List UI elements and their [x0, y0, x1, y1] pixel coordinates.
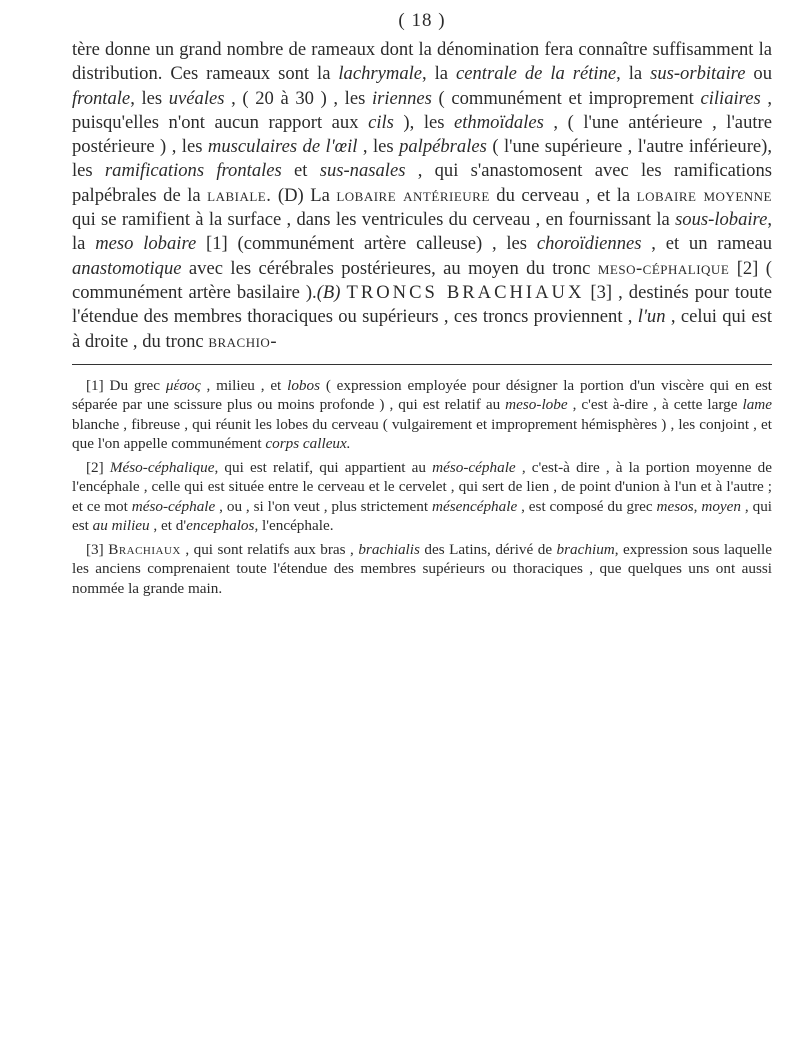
greek-word: μέσος: [165, 376, 201, 394]
term-cils: cils: [368, 111, 394, 133]
text: (D) La: [271, 184, 337, 206]
text: , milieu , et: [200, 376, 288, 394]
footnotes: [72, 376, 772, 599]
text: [1] (communément artère calleuse) , les: [196, 233, 537, 255]
text: , et d': [149, 517, 187, 535]
term-anastomotique: anastomotique: [72, 257, 182, 279]
term-palpebrales: palpébrales: [399, 136, 487, 158]
term-brachium: brachium: [556, 540, 615, 558]
text: [3] , destinés pour toute l'étendue des membres thoraciques ou supérieurs , ces troncs proviennent ,: [72, 281, 772, 328]
term-sus-nasales: sus-nasales: [319, 160, 406, 182]
term-uveales: uvéales: [168, 87, 225, 109]
text: , les: [357, 136, 400, 158]
text: ou: [745, 63, 772, 85]
text: , qui sont relatifs aux bras ,: [180, 540, 359, 558]
text: tère donne un grand nombre de rameaux dont la dénomination fera connaître suffisamment la distribution. Ces rameaux sont la: [72, 39, 772, 85]
term-mesencephale: mésencéphale: [432, 497, 518, 515]
term-brachio: brachio-: [208, 330, 278, 352]
term-musculaires: musculaires de l'œil: [207, 136, 358, 158]
text: , ( l'une antérieure , l'autre postérieure ) , les: [72, 111, 772, 158]
footnote-2: [72, 458, 772, 536]
text: , c'est à-dire , à cette large: [567, 396, 743, 414]
text: , ( 20 à 30 ) , les: [224, 87, 372, 109]
term-iriennes: iriennes: [371, 87, 432, 109]
term-lobos: lobos: [287, 376, 321, 394]
text: , la: [616, 63, 651, 85]
text: blanche , fibreuse , qui réunit les lobes du cerveau ( vulgairement et improprement hémisphères ) , les conjoint , et que l'on appelle communément: [72, 415, 772, 453]
term-lun: l'un: [637, 306, 666, 328]
term-ethmoidales: ethmoïdales: [454, 111, 544, 133]
text: des Latins, dérivé de: [419, 540, 557, 558]
term-corps-calleux: corps calleux.: [265, 435, 351, 453]
text: , l'encéphale.: [254, 517, 334, 535]
term-lobaire-moyenne: lobaire moyenne: [636, 184, 772, 206]
term-au-milieu: au milieu: [92, 517, 150, 535]
term-labiale: labiale.: [207, 184, 272, 206]
text: , est composé du grec: [517, 497, 657, 515]
term-sous-lobaire: sous-lobaire: [675, 209, 768, 231]
book-page: [72, 10, 772, 602]
term-lobaire-anterieure: lobaire antérieure: [336, 184, 490, 206]
term-meso-cephale: méso-céphale: [432, 458, 516, 476]
term-encephalos: encephalos: [186, 517, 255, 535]
term-lame: lame: [742, 396, 772, 414]
text: ,: [693, 497, 702, 515]
text: qui se ramifient à la surface , dans les ventricules du cerveau , en fournissant la: [72, 209, 676, 231]
text: ), les: [393, 111, 455, 133]
text: , la: [422, 63, 456, 85]
text: , qui s'anastomosent avec les ramifications palpébrales de la: [72, 160, 773, 206]
text: , puisqu'elles n'ont aucun rapport aux: [72, 87, 772, 133]
term-brachialis: brachialis: [358, 540, 420, 558]
text: , qui est relatif, qui appartient au: [214, 458, 433, 476]
text: , c'est-à dire , à la portion moyenne de l'encéphale , celle qui est située entre le cerveau et le cervelet , qui sert de lien , de point d'union à l'un et à l'autre ; et ce mot: [72, 458, 772, 515]
heading-troncs-brachiaux: TRONCS BRACHIAUX: [346, 281, 585, 303]
footnote-divider: [72, 364, 772, 365]
text: [2] ( communément artère basilaire ).: [72, 257, 772, 303]
term-meso-lobaire: meso lobaire: [95, 233, 197, 255]
text: du cerveau , et la: [489, 184, 637, 206]
term-meso-cephalique: meso-céphalique: [597, 257, 730, 279]
footnote-1: [72, 376, 772, 454]
main-paragraph: [72, 38, 772, 354]
text: [1] Du grec: [86, 376, 166, 394]
text: , les: [130, 87, 169, 109]
term-choroidiennes: choroïdiennes: [536, 233, 642, 255]
term-frontale: frontale: [72, 87, 131, 109]
text: avec les cérébrales postérieures, au moyen du tronc: [181, 257, 598, 279]
text: [2]: [86, 458, 110, 476]
term-meso-lobe: meso-lobe: [505, 396, 568, 414]
page-number: ( 18 ): [398, 10, 446, 31]
term-sus-orbitaire: sus-orbitaire: [650, 63, 746, 85]
text: ( l'une supérieure , l'autre inférieure), les: [72, 136, 772, 182]
term-centrale: centrale de la rétine: [456, 63, 617, 85]
term-ciliaires: ciliaires: [700, 87, 761, 109]
text: , celui qui est à droite , du tronc: [72, 306, 772, 352]
text: , la: [72, 209, 772, 255]
text: , qui est: [72, 497, 773, 535]
term-brachiaux: Brachiaux: [108, 540, 181, 558]
term-meso-cephalique: Méso-céphalique: [109, 458, 215, 476]
text: , expression sous laquelle les anciens comprenaient toute l'étendue des membres supérieurs ou thoraciques , que quelques uns ont aussi nommée la grande main.: [72, 540, 772, 597]
section-label-b: (B): [316, 281, 347, 303]
term-lacrymale: lachrymale: [338, 63, 423, 85]
term-meso-cephale: méso-céphale: [131, 497, 216, 515]
text: , et un rameau: [641, 233, 773, 255]
text: , ou , si l'on veut , plus strictement: [215, 497, 433, 515]
text: et: [281, 160, 320, 182]
term-moyen: moyen: [701, 497, 742, 515]
text: ( communément et improprement: [431, 87, 701, 109]
text: [3]: [86, 540, 109, 558]
footnote-3: [72, 540, 772, 599]
term-mesos: mesos: [656, 497, 694, 515]
term-ramifications: ramifications frontales: [104, 160, 282, 182]
text: ( expression employée pour désigner la portion d'un viscère qui en est séparée par une scissure plus ou moins profonde ) , qui est relatif au: [72, 376, 772, 414]
